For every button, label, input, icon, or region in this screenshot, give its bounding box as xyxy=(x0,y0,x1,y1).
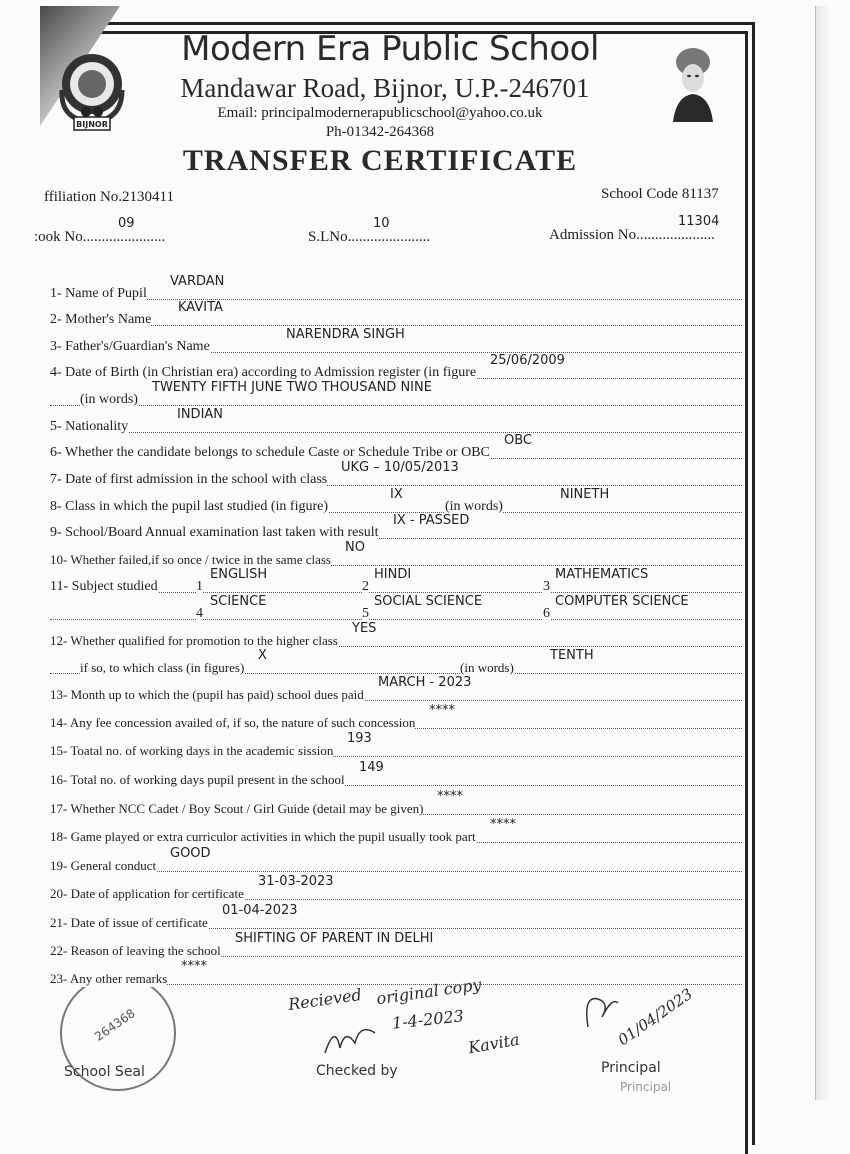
field-label xyxy=(50,551,331,568)
field-label xyxy=(50,632,338,649)
field-number: 16- xyxy=(50,772,68,787)
seal-number: 264368 xyxy=(92,1006,138,1044)
certificate-title: TRANSFER CERTIFICATE xyxy=(182,144,578,177)
affiliation-number: ffiliation No.2130411 xyxy=(44,189,174,205)
field-number: 6- xyxy=(50,445,62,460)
portrait-icon xyxy=(668,44,718,124)
field-label-text: (in words) xyxy=(80,392,138,407)
field-number: 12- xyxy=(50,633,68,648)
field-label xyxy=(50,885,244,902)
logo-text: BIJNOR xyxy=(76,120,108,129)
field-label-text: if so, to which class (in figures) xyxy=(80,660,245,675)
field-row xyxy=(50,648,742,676)
field-value: 01-04-2023 xyxy=(222,903,298,918)
subject-number: 1 xyxy=(196,579,203,594)
field-number: 4- xyxy=(50,365,62,380)
field-row xyxy=(50,675,742,703)
field-value: GOOD xyxy=(170,846,211,861)
subject-value: MATHEMATICS xyxy=(555,567,649,582)
field-label xyxy=(50,285,147,302)
field-row xyxy=(50,460,742,488)
handwritten-date: 1-4-2023 xyxy=(391,1006,465,1033)
field-label xyxy=(50,828,476,845)
field-number: 15- xyxy=(50,743,68,758)
sl-no-value: 10 xyxy=(373,216,390,231)
field-number: 7- xyxy=(50,472,62,487)
field-number: 21- xyxy=(50,915,68,930)
field-row xyxy=(50,300,742,328)
field-label-text: Whether failed,if so once / twice in the same class xyxy=(70,552,331,567)
field-value: NO xyxy=(345,540,365,555)
field-number: 20- xyxy=(50,886,68,901)
school-name: Modern Era Public School xyxy=(181,29,599,69)
book-no-label: :ook No...................... xyxy=(34,229,166,245)
field-value: **** xyxy=(437,789,463,804)
field-value: NARENDRA SINGH xyxy=(286,327,405,342)
dotted-line xyxy=(50,299,742,300)
field-row xyxy=(50,513,742,541)
field-row xyxy=(50,731,742,759)
field-value: **** xyxy=(490,817,516,832)
field-value: **** xyxy=(429,703,455,718)
field-row xyxy=(50,846,742,874)
field-row-subjects-2 xyxy=(50,594,742,622)
field-number: 18- xyxy=(50,829,68,844)
field-label xyxy=(50,742,333,759)
subject-value: ENGLISH xyxy=(210,567,268,582)
field-label xyxy=(50,714,415,731)
field-label-text: Mother's Name xyxy=(65,312,152,327)
school-code: School Code 81137 xyxy=(601,186,719,202)
field-value: OBC xyxy=(504,433,532,448)
field-value: INDIAN xyxy=(177,407,224,422)
page-edge xyxy=(815,6,828,1100)
field-label-text: Date of first admission in the school with class xyxy=(65,472,328,487)
field-label-text: Class in which the pupil last studied (in figure) xyxy=(65,499,329,514)
subject-value: SOCIAL SCIENCE xyxy=(374,594,483,609)
field-row xyxy=(50,487,742,515)
subject-value: HINDI xyxy=(374,567,412,582)
field-value: IX - PASSED xyxy=(393,513,470,528)
school-phone: Ph-01342-264368 xyxy=(325,124,435,140)
field-label-words: (in words) xyxy=(445,499,503,514)
principal-signature-date: 01/04/2023 xyxy=(614,984,696,1050)
field-row xyxy=(50,874,742,902)
field-value: IX xyxy=(390,487,403,502)
principal-stamp: Principal xyxy=(620,1080,672,1094)
field-label xyxy=(50,524,379,541)
field-value: X xyxy=(258,648,267,663)
field-label-text: Date of Birth (in Christian era) according to Admission register (in figure xyxy=(65,365,477,380)
field-row xyxy=(50,380,742,408)
field-label-text: School/Board Annual examination last taken with result xyxy=(65,525,379,540)
field-label-text: Father's/Guardian's Name xyxy=(65,339,210,354)
field-row-subjects-1 xyxy=(50,567,742,595)
field-number: 3- xyxy=(50,339,62,354)
field-label-text: Reason of leaving the school xyxy=(70,943,221,958)
field-value: KAVITA xyxy=(178,300,223,315)
school-seal-label: School Seal xyxy=(64,1064,145,1080)
subject-number: 6 xyxy=(543,606,550,621)
admission-no-label: Admission No..................... xyxy=(549,227,715,243)
field-label xyxy=(50,686,364,703)
subject-value: COMPUTER SCIENCE xyxy=(555,594,689,609)
field-label xyxy=(50,364,476,381)
field-value: UKG – 10/05/2013 xyxy=(341,460,459,475)
school-email: Email: principalmodernerapublicschool@yahoo.co.uk xyxy=(217,105,543,121)
subject-value: SCIENCE xyxy=(210,594,267,609)
dotted-line xyxy=(50,619,742,620)
field-row xyxy=(50,621,742,649)
field-value: **** xyxy=(181,959,207,974)
field-label-text: Any other remarks xyxy=(69,971,168,986)
field-value: SHIFTING OF PARENT IN DELHI xyxy=(235,931,434,946)
field-number: 13- xyxy=(50,687,68,702)
field-row xyxy=(50,274,742,302)
field-row xyxy=(50,540,742,568)
field-number: 1- xyxy=(50,286,62,301)
handwritten-original-copy: original copy xyxy=(375,974,483,1009)
field-row xyxy=(50,760,742,788)
field-label xyxy=(50,444,490,461)
subject-number: 3 xyxy=(543,579,550,594)
field-number: 19- xyxy=(50,858,68,873)
field-label-text: Date of application for certificate xyxy=(70,886,244,901)
dotted-line xyxy=(50,432,742,433)
field-row xyxy=(50,407,742,435)
field-number: 22- xyxy=(50,943,68,958)
admission-no-value: 11304 xyxy=(678,214,720,229)
field-label xyxy=(50,471,327,488)
school-address: Mandawar Road, Bijnor, U.P.-246701 xyxy=(180,73,590,103)
field-label xyxy=(80,659,244,676)
subject-number: 4 xyxy=(196,606,203,621)
field-label xyxy=(50,418,128,435)
field-value: YES xyxy=(352,621,377,636)
field-label xyxy=(50,800,423,817)
field-label-text: Date of issue of certificate xyxy=(70,915,208,930)
field-label-text: General conduct xyxy=(70,858,157,873)
field-label xyxy=(50,578,158,595)
field-number: 5- xyxy=(50,419,62,434)
subject-number: 5 xyxy=(362,606,369,621)
principal-signature-icon xyxy=(580,985,620,1035)
field-label-text: Any fee concession availed of, if so, the nature of such concession xyxy=(69,715,416,730)
field-label-text: Nationality xyxy=(65,419,129,434)
book-no-value: 09 xyxy=(118,216,135,231)
field-label xyxy=(50,311,151,328)
field-value: 31-03-2023 xyxy=(258,874,334,889)
school-logo-icon xyxy=(52,50,126,132)
sl-no-label: S.LNo...................... xyxy=(308,229,431,245)
field-row xyxy=(50,903,742,931)
field-label-words: (in words) xyxy=(460,660,514,675)
field-label-text: Subject studied xyxy=(71,579,158,594)
field-row xyxy=(50,433,742,461)
field-row xyxy=(50,327,742,355)
field-value-words: NINETH xyxy=(560,487,610,502)
field-number: 11- xyxy=(50,579,69,594)
field-value: MARCH - 2023 xyxy=(378,675,472,690)
field-label xyxy=(50,970,167,987)
dotted-line xyxy=(50,405,742,406)
field-label xyxy=(50,942,221,959)
field-label-text: Whether the candidate belongs to schedule Caste or Schedule Tribe or OBC xyxy=(64,445,490,460)
field-label xyxy=(50,338,210,355)
field-label-text: Whether NCC Cadet / Boy Scout / Girl Guide (detail may be given) xyxy=(70,801,424,816)
handwritten-received: Recieved xyxy=(287,984,363,1015)
field-label-text: Name of Pupil xyxy=(65,286,147,301)
field-number: 2- xyxy=(50,312,62,327)
field-label xyxy=(50,498,328,515)
field-label-text: Toatal no. of working days in the academic sission xyxy=(70,743,334,758)
field-row xyxy=(50,931,742,959)
field-number: 17- xyxy=(50,801,68,816)
principal-label: Principal xyxy=(601,1060,661,1076)
field-number: 9- xyxy=(50,525,62,540)
field-label xyxy=(50,857,156,874)
checker-signature-icon xyxy=(320,1018,380,1058)
field-number: 8- xyxy=(50,499,62,514)
field-label-text: Total no. of working days pupil present in the school xyxy=(70,772,345,787)
field-value-words: TENTH xyxy=(550,648,594,663)
field-number: 10- xyxy=(50,552,68,567)
field-row xyxy=(50,703,742,731)
field-label-text: Whether qualified for promotion to the higher class xyxy=(70,633,338,648)
field-label-text: Game played or extra curriculor activities in which the pupil usually took part xyxy=(70,829,476,844)
subject-number: 2 xyxy=(362,579,369,594)
field-row xyxy=(50,817,742,845)
checked-by-label: Checked by xyxy=(316,1063,398,1079)
field-number: 23- xyxy=(50,971,68,986)
field-row xyxy=(50,789,742,817)
field-label xyxy=(50,914,208,931)
dotted-line xyxy=(50,325,742,326)
field-number: 14- xyxy=(50,715,68,730)
field-value: 193 xyxy=(347,731,372,746)
handwritten-signature-kavita: Kavita xyxy=(466,1029,521,1058)
field-value: 149 xyxy=(359,760,384,775)
field-row xyxy=(50,353,742,381)
field-label xyxy=(50,771,345,788)
field-value: 25/06/2009 xyxy=(490,353,565,368)
field-label xyxy=(80,391,138,408)
field-value: TWENTY FIFTH JUNE TWO THOUSAND NINE xyxy=(152,380,432,395)
field-label-text: Month up to which the (pupil has paid) school dues paid xyxy=(70,687,364,702)
field-value: VARDAN xyxy=(170,274,225,289)
field-row xyxy=(50,959,742,987)
